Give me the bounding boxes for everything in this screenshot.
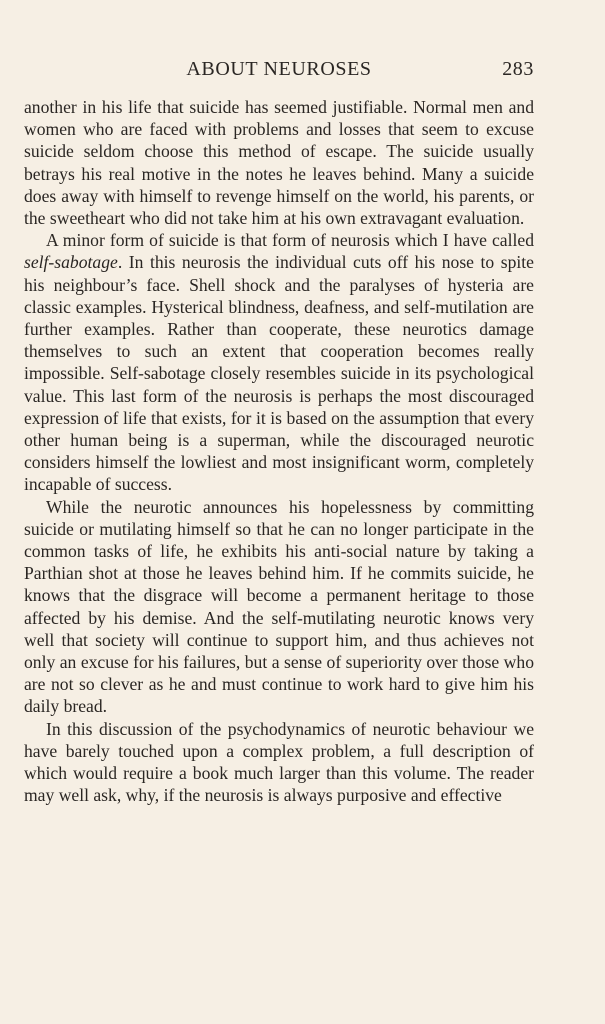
italic-term: self-sabotage bbox=[24, 252, 118, 273]
paragraph-4: In this discussion of the psychodynamics of neurotic behaviour we have barely touched upon a complex problem, a full description of which would require a book much larger than this volume. The reader may well ask, why, if the neurosis is always purposive and effective bbox=[24, 718, 534, 806]
running-title: ABOUT NEUROSES bbox=[186, 58, 372, 80]
paragraph-2 bbox=[24, 229, 534, 495]
running-head bbox=[24, 58, 534, 86]
book-page bbox=[24, 58, 534, 807]
page-number: 283 bbox=[502, 58, 534, 80]
paragraph-1: another in his life that suicide has seemed justifiable. Normal men and women who are faced with problems and losses that seem to excuse suicide seldom choose this method of escape. The suicide usually betrays his real motive in the notes he leaves behind. Many a suicide does away with himself to revenge himself on the world, his parents, or the sweetheart who did not take him at his own extravagant evaluation. bbox=[24, 97, 534, 229]
paragraph-2-rest: . In this neurosis the individual cuts off his nose to spite his neighbour’s face. Shell shock and the paralyses of hysteria are classic examples. Hysterical blindness, deafness, and self-mutilation are further examples. Rather than cooperate, these neurotics damage themselves to such an extent that cooperation becomes really impossible. Self-sabotage closely resembles suicide in its psychological value. This last form of the neurosis is perhaps the most discouraged expression of life that exists, for it is based on the assumption that every other human being is a superman, while the discouraged neurotic considers himself the lowliest and most insignificant worm, completely incapable of success. bbox=[24, 252, 534, 495]
paragraph-3: While the neurotic announces his hopelessness by committing suicide or mutilating himself so that he can no longer participate in the common tasks of life, he exhibits his anti-social nature by taking a Parthian shot at those he leaves behind him. If he commits suicide, he knows that the disgrace will become a permanent heritage to those affected by his demise. And the self-mutilating neurotic knows very well that society will continue to support him, and thus achieves not only an excuse for his failures, but a sense of superiority over those who are not so clever as he and must continue to work hard to give him his daily bread. bbox=[24, 496, 534, 717]
body-text bbox=[24, 96, 534, 807]
paragraph-2-lead: A minor form of suicide is that form of neurosis which I have called bbox=[46, 230, 534, 251]
